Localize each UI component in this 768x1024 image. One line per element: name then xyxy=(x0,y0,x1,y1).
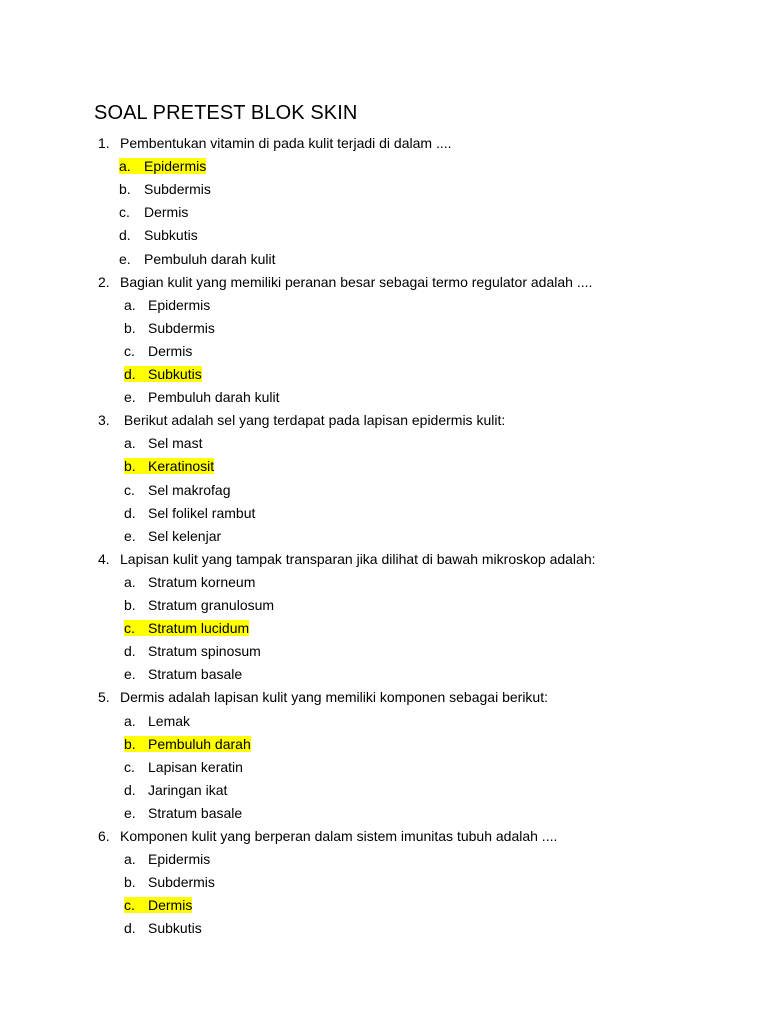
option-content xyxy=(124,713,190,729)
option-content xyxy=(119,204,188,220)
answer-option xyxy=(124,873,215,891)
option-content xyxy=(124,782,227,798)
option-letter: c. xyxy=(119,204,130,221)
option-content xyxy=(124,851,210,867)
option-content xyxy=(124,435,202,451)
answer-option xyxy=(119,180,211,198)
option-letter: d. xyxy=(124,643,136,660)
answer-option xyxy=(124,319,215,337)
question-2 xyxy=(98,273,592,291)
option-letter: b. xyxy=(124,319,136,336)
option-letter: c. xyxy=(124,481,135,498)
option-letter: a. xyxy=(124,296,136,313)
option-letter: a. xyxy=(119,158,131,175)
answer-option xyxy=(124,457,214,475)
option-content xyxy=(119,181,211,197)
option-text: Stratum lucidum xyxy=(148,620,250,637)
option-text: Sel mast xyxy=(148,435,203,452)
highlighted-answer xyxy=(119,158,206,174)
question-1 xyxy=(98,134,452,152)
question-text: Bagian kulit yang memiliki peranan besar sebagai termo regulator adalah .... xyxy=(120,273,593,290)
option-text: Sel makrofag xyxy=(148,481,231,498)
option-text: Lemak xyxy=(148,712,191,729)
option-text: Lapisan keratin xyxy=(148,758,243,775)
answer-option xyxy=(124,504,255,522)
option-text: Subdermis xyxy=(148,319,215,336)
option-text: Subkutis xyxy=(148,366,202,382)
highlighted-answer xyxy=(124,897,192,913)
question-number: 6. xyxy=(98,828,110,844)
option-content xyxy=(124,320,215,336)
question-4 xyxy=(98,550,596,568)
option-letter: d. xyxy=(124,504,136,521)
option-content xyxy=(124,805,242,821)
answer-option xyxy=(124,573,255,591)
option-text: Dermis xyxy=(148,342,193,359)
question-text: Pembentukan vitamin di pada kulit terjadi di dalam .... xyxy=(120,135,452,151)
option-text: Stratum granulosum xyxy=(148,597,275,613)
question-3 xyxy=(98,411,505,429)
question-number: 2. xyxy=(98,273,110,290)
option-letter: e. xyxy=(124,527,136,544)
answer-option xyxy=(124,388,280,406)
option-letter: b. xyxy=(124,597,136,613)
option-content xyxy=(119,251,276,267)
answer-option xyxy=(124,850,210,868)
answer-option xyxy=(124,735,251,753)
option-letter: b. xyxy=(124,458,136,475)
question-text: Komponen kulit yang berperan dalam sistem imunitas tubuh adalah .... xyxy=(120,828,558,844)
option-content xyxy=(124,482,230,498)
option-text: Subkutis xyxy=(144,227,198,244)
option-letter: d. xyxy=(124,781,136,798)
answer-option xyxy=(124,758,243,776)
option-letter: c. xyxy=(124,897,135,914)
highlighted-answer xyxy=(124,366,202,382)
option-content xyxy=(124,389,280,405)
option-text: Sel kelenjar xyxy=(148,527,222,544)
option-text: Stratum korneum xyxy=(148,573,256,590)
option-text: Epidermis xyxy=(144,158,207,175)
option-text: Pembuluh darah xyxy=(148,735,251,752)
option-text: Jaringan ikat xyxy=(148,781,228,798)
answer-option xyxy=(124,619,249,637)
option-content xyxy=(124,666,242,682)
option-text: Pembuluh darah kulit xyxy=(148,389,280,406)
option-content xyxy=(124,505,255,521)
question-5 xyxy=(98,688,548,706)
answer-option xyxy=(124,365,202,383)
option-letter: d. xyxy=(119,227,131,244)
answer-option xyxy=(124,896,192,914)
answer-option xyxy=(124,596,274,614)
question-6 xyxy=(98,827,557,845)
option-text: Sel folikel rambut xyxy=(148,504,256,521)
question-number: 5. xyxy=(98,689,110,706)
option-letter: a. xyxy=(124,851,136,868)
answer-option xyxy=(124,665,242,683)
answer-option xyxy=(124,919,202,937)
answer-option xyxy=(124,342,192,360)
option-content xyxy=(124,643,261,659)
highlighted-answer xyxy=(124,620,249,636)
answer-option xyxy=(124,804,242,822)
option-letter: a. xyxy=(124,712,136,729)
option-text: Epidermis xyxy=(148,851,211,868)
option-letter: b. xyxy=(124,874,136,891)
option-content xyxy=(124,297,210,313)
answer-option xyxy=(119,203,188,221)
question-number: 1. xyxy=(98,135,110,151)
option-content xyxy=(124,597,274,613)
option-letter: a. xyxy=(124,573,136,590)
option-content xyxy=(124,920,202,936)
option-text: Pembuluh darah kulit xyxy=(144,250,276,267)
option-letter: e. xyxy=(124,666,136,683)
question-number: 4. xyxy=(98,550,110,567)
option-text: Dermis xyxy=(148,897,193,914)
option-text: Keratinosit xyxy=(148,458,215,475)
option-letter: b. xyxy=(124,735,136,752)
question-text: Berikut adalah sel yang terdapat pada lapisan epidermis kulit: xyxy=(120,412,506,429)
question-text: Dermis adalah lapisan kulit yang memiliki komponen sebagai berikut: xyxy=(120,689,548,706)
page-title: SOAL PRETEST BLOK SKIN xyxy=(94,102,358,124)
answer-option xyxy=(124,712,190,730)
option-text: Stratum spinosum xyxy=(148,643,261,660)
option-text: Stratum basale xyxy=(148,804,243,821)
answer-option xyxy=(119,157,206,175)
option-content xyxy=(124,528,221,544)
question-text: Lapisan kulit yang tampak transparan jika dilihat di bawah mikroskop adalah: xyxy=(120,550,596,567)
answer-option xyxy=(119,250,276,268)
answer-option xyxy=(124,481,230,499)
option-content xyxy=(124,874,215,890)
question-number: 3. xyxy=(98,412,110,429)
answer-option xyxy=(124,527,221,545)
option-text: Epidermis xyxy=(148,296,211,313)
answer-option xyxy=(124,781,227,799)
answer-option xyxy=(124,296,210,314)
option-text: Subkutis xyxy=(148,920,202,937)
option-letter: d. xyxy=(124,366,136,382)
option-text: Stratum basale xyxy=(148,666,243,683)
highlighted-answer xyxy=(124,736,251,752)
option-letter: e. xyxy=(124,804,136,821)
highlighted-answer xyxy=(124,458,214,474)
option-text: Dermis xyxy=(144,204,189,221)
answer-option xyxy=(124,434,202,452)
option-content xyxy=(124,574,255,590)
option-letter: e. xyxy=(124,389,136,406)
option-letter: e. xyxy=(119,250,131,267)
option-content xyxy=(124,343,192,359)
option-text: Subdermis xyxy=(148,874,215,891)
option-letter: a. xyxy=(124,435,136,452)
answer-option xyxy=(119,226,198,244)
option-letter: c. xyxy=(124,620,135,637)
answer-option xyxy=(124,642,261,660)
option-letter: c. xyxy=(124,342,135,359)
option-content xyxy=(124,759,243,775)
option-content xyxy=(119,227,198,243)
option-letter: c. xyxy=(124,758,135,775)
option-text: Subdermis xyxy=(144,181,211,198)
option-letter: b. xyxy=(119,181,131,198)
option-letter: d. xyxy=(124,920,136,937)
